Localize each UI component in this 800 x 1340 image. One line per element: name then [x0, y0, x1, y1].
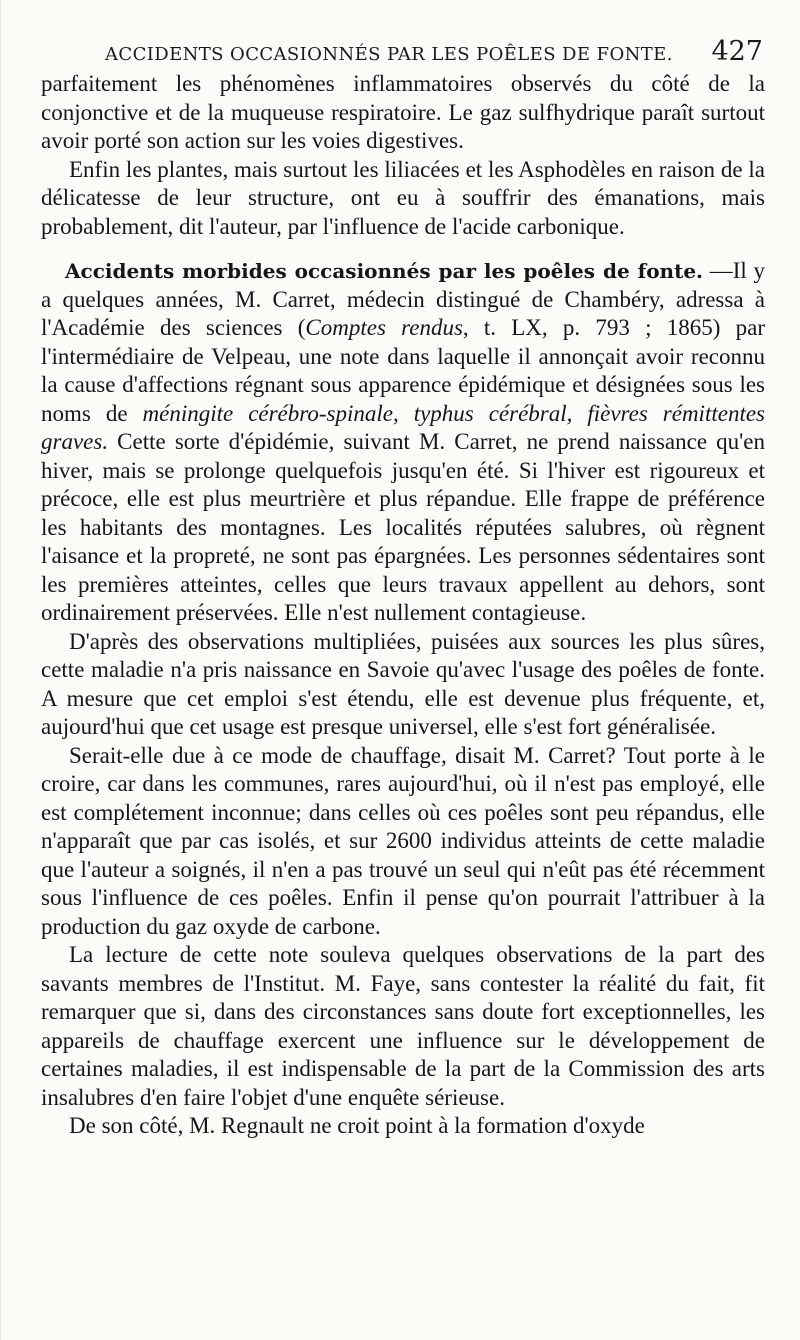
- page-number: 427: [711, 36, 763, 67]
- paragraph-observations: D'après des observations multipliées, puisées aux sources les plus sûres, cette maladie n'a pris naissance en Savoie qu'avec l'usage des poêles de fonte. A mesure que cet emploi s'est étendu, elle est devenue plus fréquente, et, aujourd'hui que cet usage est presque universel, elle s'est fort généralisée.: [41, 628, 765, 739]
- section-heading: Accidents morbides occasionnés par les poêles de fonte.: [65, 259, 704, 283]
- paragraph-continuation: parfaitement les phénomènes inflammatoires observés du côté de la conjonctive et de la muqueuse respiratoire. Le gaz sulfhydrique paraît surtout avoir porté son action sur les voies digestives.: [41, 71, 765, 153]
- running-title: ACCIDENTS OCCASIONNÉS PAR LES POÊLES DE FONTE.: [105, 44, 673, 65]
- paragraph-institute-response: La lecture de cette note souleva quelques observations de la part des savants membres de l'Institut. M. Faye, sans contester la réalité du fait, fit remarquer que si, dans des circonstances sans doute fort exceptionnelles, les appareils de chauffage exercent une influence sur le développement de certaines maladies, il est indispensable de la part de la Commission des arts insalubres d'en faire l'objet d'une enquête sérieuse.: [41, 942, 765, 1110]
- paragraph-plants: Enfin les plantes, mais surtout les liliacées et les Asphodèles en raison de la délicatesse de leur structure, ont eu à souffrir des émanations, mais probablement, dit l'auteur, par l'influence de l'acide carbonique.: [41, 156, 765, 239]
- paragraph-regnault: De son côté, M. Regnault ne croit point à la formation d'oxyde: [69, 1113, 645, 1138]
- paragraph-heating-question: Serait-elle due à ce mode de chauffage, disait M. Carret? Tout porte à le croire, car dans les communes, rares aujourd'hui, où il n'est pas employé, elle est complétement inconnue; dans celles où ces poêles sont peu répandus, elle n'apparaît que par cas isolés, et sur 2600 individus atteints de cette maladie que l'auteur a soignés, il n'en a pas trouvé un seul qui n'eût pas été récemment sous l'influence de ces poêles. Enfin il pense qu'on pourrait l'attribuer à la production du gaz oxyde de carbone.: [41, 742, 765, 939]
- body-text: [41, 70, 765, 1141]
- paragraph-section-start: [41, 257, 765, 628]
- paragraph-text-run: —Il y a quelques années, M. Carret, médecin distingué de Chambéry, adressa à l'Académie des sciences (: [41, 258, 765, 340]
- disease-names: méningite cérébro-spinale, typhus cérébral, fièvres rémittentes graves.: [41, 400, 765, 454]
- paragraph-text-run: , t. LX, p. 793 ; 1865) par l'intermédiaire de Velpeau, une note dans laquelle il annonçait avoir reconnu la cause d'affections régnant sous apparence épidémique et désignées sous les noms de: [41, 315, 766, 426]
- citation-title: Comptes rendus: [305, 315, 463, 340]
- running-header: [41, 36, 765, 66]
- paragraph-text-run: Cette sorte d'épidémie, suivant M. Carret, ne prend naissance qu'en hiver, mais se prolonge quelquefois jusqu'en été. Si l'hiver est rigoureux et précoce, elle est plus meurtrière et plus répandue. Elle frappe de préférence les habitants des montagnes. Les localités réputées salubres, où règnent l'aisance et la propreté, ne sont pas épargnées. Les personnes sédentaires sont les premières atteintes, celles que leurs travaux appellent au dehors, sont ordinairement préservées. Elle n'est nullement contagieuse.: [41, 429, 765, 625]
